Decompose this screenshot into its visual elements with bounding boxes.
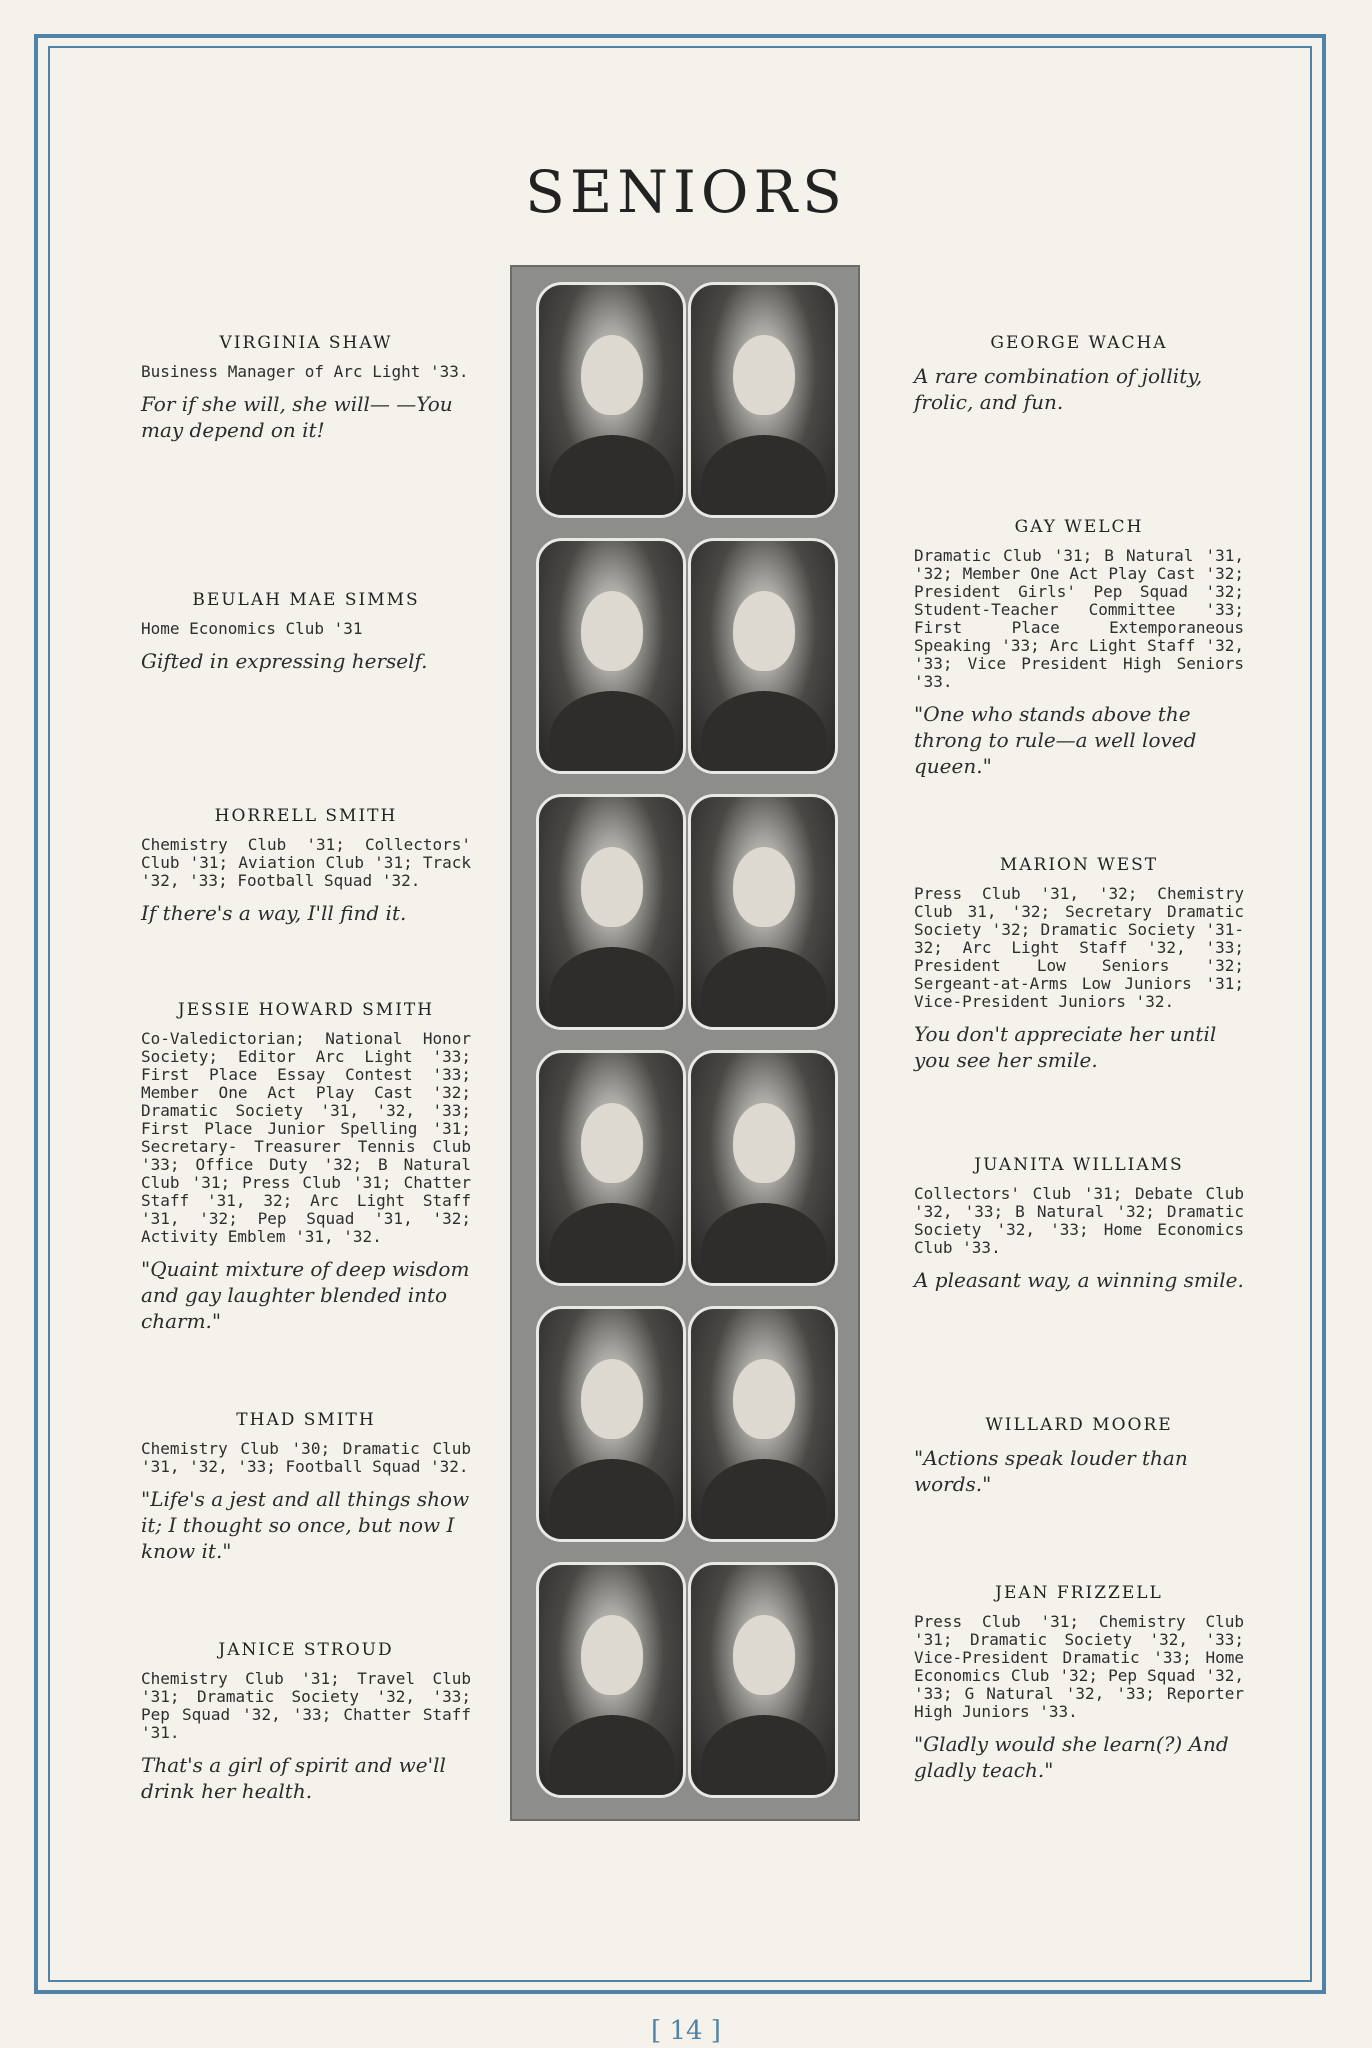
senior-quote: "Gladly would she learn(?) And gladly teach."	[914, 1732, 1229, 1782]
senior-portrait	[536, 1562, 686, 1798]
senior-activities: Chemistry Club '31; Travel Club '31; Dramatic Society '32, '33; Pep Squad '32, '33; Chatter Staff '31.	[141, 1669, 471, 1742]
senior-portrait	[688, 282, 838, 518]
senior-entry	[141, 806, 471, 926]
senior-portrait	[688, 1562, 838, 1798]
senior-name: VIRGINIA SHAW	[219, 333, 393, 353]
senior-quote: "Life's a jest and all things show it; I thought so once, but now I know it."	[141, 1487, 470, 1563]
senior-quote: If there's a way, I'll find it.	[141, 901, 407, 925]
senior-entry	[141, 1410, 471, 1564]
senior-portrait	[688, 538, 838, 774]
senior-activities: Co-Valedictorian; National Honor Society; Editor Arc Light '33; First Place Essay Contest '33; Member One Act Play Cast '32; Dramatic Society '31, '32, '33; First Place Junior Spelling '31; Secretary- Treasurer Tennis Club '33; Office Duty '32; B Natural Club '31; Press Club '31; Chatter Staff '31, 32; Arc Light Staff '31, '32; Pep Squad '31, '32; Activity Emblem '31, '32.	[141, 1029, 471, 1246]
senior-quote: For if she will, she will— —You may depend on it!	[141, 392, 453, 442]
senior-entry	[914, 1415, 1244, 1497]
senior-activities: Press Club '31; Chemistry Club '31; Dramatic Society '32, '33; Vice-President Dramatic '33; Home Economics Club '32; Pep Squad '32, '33; G Natural '32, '33; Reporter High Juniors '33.	[914, 1612, 1244, 1721]
senior-quote: You don't appreciate her until you see her smile.	[914, 1022, 1217, 1072]
page-number: [ 14 ]	[651, 2016, 721, 2046]
senior-activities: Business Manager of Arc Light '33.	[141, 362, 469, 381]
senior-activities: Dramatic Club '31; B Natural '31, '32; Member One Act Play Cast '32; President Girls' Pep Squad '32; Student-Teacher Committee '33; First Place Extemporaneous Speaking '33; Arc Light Staff '32, '33; Vice President High Seniors '33.	[914, 546, 1244, 691]
senior-name: GEORGE WACHA	[990, 333, 1168, 353]
senior-quote: A pleasant way, a winning smile.	[914, 1268, 1244, 1292]
senior-name: MARION WEST	[999, 855, 1159, 875]
senior-entry	[914, 1583, 1244, 1783]
senior-portrait	[688, 1050, 838, 1286]
senior-name: BEULAH MAE SIMMS	[192, 590, 420, 610]
senior-name: JUANITA WILLIAMS	[974, 1155, 1184, 1175]
senior-quote: "Quaint mixture of deep wisdom and gay laughter blended into charm."	[141, 1257, 470, 1333]
senior-activities: Press Club '31, '32; Chemistry Club 31, '32; Secretary Dramatic Society '32; Dramatic Society '31-32; Arc Light Staff '32, '33; President Low Seniors '32; Sergeant-at-Arms Low Juniors '31; Vice-President Juniors '32.	[914, 884, 1244, 1011]
senior-activities: Collectors' Club '31; Debate Club '32, '33; B Natural '32; Dramatic Society '32, '33; Home Economics Club '33.	[914, 1184, 1244, 1257]
senior-portrait	[536, 794, 686, 1030]
senior-photo-strip	[510, 265, 860, 1821]
senior-entry	[914, 855, 1244, 1073]
page-title: SENIORS	[525, 158, 847, 226]
senior-entry	[914, 517, 1244, 779]
senior-portrait	[536, 538, 686, 774]
senior-portrait	[688, 1306, 838, 1542]
senior-name: JEAN FRIZZELL	[995, 1583, 1163, 1603]
senior-portrait	[536, 1050, 686, 1286]
senior-name: JANICE STROUD	[218, 1640, 394, 1660]
senior-activities: Chemistry Club '30; Dramatic Club '31, '32, '33; Football Squad '32.	[141, 1439, 471, 1476]
senior-portrait	[536, 282, 686, 518]
senior-activities: Chemistry Club '31; Collectors' Club '31; Aviation Club '31; Track '32, '33; Football Squad '32.	[141, 835, 471, 890]
senior-portrait	[688, 794, 838, 1030]
senior-entry	[141, 1640, 471, 1804]
senior-quote: Gifted in expressing herself.	[141, 649, 428, 673]
senior-name: WILLARD MOORE	[985, 1415, 1173, 1435]
senior-quote: That's a girl of spirit and we'll drink her health.	[141, 1753, 446, 1803]
senior-entry	[914, 333, 1244, 415]
senior-name: JESSIE HOWARD SMITH	[177, 1000, 435, 1020]
senior-name: THAD SMITH	[236, 1410, 376, 1430]
senior-quote: A rare combination of jollity, frolic, and fun.	[914, 364, 1203, 414]
senior-entry	[141, 590, 471, 674]
senior-quote: "One who stands above the throng to rule—a well loved queen."	[914, 702, 1197, 778]
senior-quote: "Actions speak louder than words."	[914, 1446, 1188, 1496]
senior-name: HORRELL SMITH	[214, 806, 398, 826]
senior-activities: Home Economics Club '31	[141, 619, 363, 638]
senior-entry	[914, 1155, 1244, 1293]
senior-entry	[141, 333, 471, 443]
senior-name: GAY WELCH	[1014, 517, 1144, 537]
senior-entry	[141, 1000, 471, 1334]
senior-portrait	[536, 1306, 686, 1542]
